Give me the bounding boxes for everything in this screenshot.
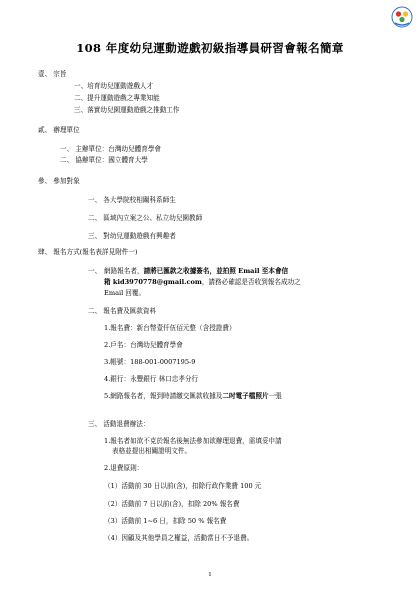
refund-rule: （3）活動前 1~6 日，扣除 50 % 報名費 <box>104 517 227 525</box>
fee-info-item: 4.銀行：永豐銀行 林口忠孝分行 <box>104 375 199 383</box>
refund-item-1-line-2: 表格並提出相關證明文件。 <box>112 447 192 455</box>
section-3-item: 二、 區域內立案之公、私立幼兒園教師 <box>88 214 203 222</box>
fee-info-item-5: 5.網路報名者，報到時請繳交匯款收據及二吋電子檔照片一張 <box>104 392 282 400</box>
fee-info-heading: 二、 報名費及匯款資料 <box>88 307 157 315</box>
refund-rule: （2）活動前 7 日以前(含)，扣除 20% 報名費 <box>104 500 240 508</box>
confirm-notice-text: ，請務必確認是否收到報名成功之 <box>201 278 301 286</box>
contact-email-text: 箱 kid3970778@gmail.com <box>104 278 202 286</box>
online-registration-text: 網路報名者， <box>104 267 144 275</box>
organization-logo-icon <box>391 6 413 28</box>
document-title: 108 年度幼兒運動遊戲初級指導員研習會報名簡章 <box>76 41 344 55</box>
section-1-item: 一、培育幼兒運動遊戲人才 <box>74 82 154 90</box>
section-4-item-1-line-1 <box>104 267 288 276</box>
section-2-item: 一、 主辦單位：台灣幼兒體育學會 <box>60 145 162 153</box>
email-instruction-text: 請將已匯款之收據簽名，並拍照 Email 至本會信 <box>143 267 289 275</box>
page-number: 1 <box>208 572 212 578</box>
section-3-item: 三、 對幼兒運動遊戲有興趣者 <box>88 232 176 240</box>
fee-info-item: 3.帳號：188-001-0007195-9 <box>104 358 196 366</box>
section-3-heading: 參、 參加對象 <box>38 177 80 185</box>
section-1-item: 二、提升運動遊戲之專業知能 <box>74 94 160 102</box>
section-2-heading: 貳、 辦理單位 <box>38 126 80 134</box>
refund-rule: （4）因顧及其他學員之權益，活動當日不予退費。 <box>104 534 254 542</box>
section-1-item: 三、落實幼兒園運動遊戲之推動工作 <box>74 106 180 114</box>
refund-item-1-line-1: 1.報名者如欲不克於報名後無法參加欲辦理退費，需填妥申請 <box>104 437 282 445</box>
section-4-item-1-line-2 <box>104 278 301 287</box>
photo-requirement-text: 二吋電子檔照片 <box>222 392 269 400</box>
refund-policy-heading: 三、 活動退費辦法： <box>88 420 150 428</box>
refund-rule: （1）活動前 30 日以前(含)，扣除行政作業費 100 元 <box>104 482 262 490</box>
section-1-heading: 壹、 宗旨 <box>38 70 67 78</box>
section-4-heading: 肆、 報名方式(報名表詳見附件一) <box>38 248 138 256</box>
refund-principle-heading: 2.退費原則： <box>104 464 144 472</box>
section-2-item: 二、 協辦單位：國立體育大學 <box>60 156 148 164</box>
fee-info-item: 2.戶名：台灣幼兒體育學會 <box>104 341 183 349</box>
section-3-item: 一、 各大學院校相關科系師生 <box>88 196 176 204</box>
section-4-item-1-number: 一、 <box>88 267 102 275</box>
fee-info-item: 1.報名費：新台幣壹仟伍佰元整（含授證費） <box>104 324 236 332</box>
section-4-item-1-line-3: Email 回覆。 <box>104 289 146 297</box>
